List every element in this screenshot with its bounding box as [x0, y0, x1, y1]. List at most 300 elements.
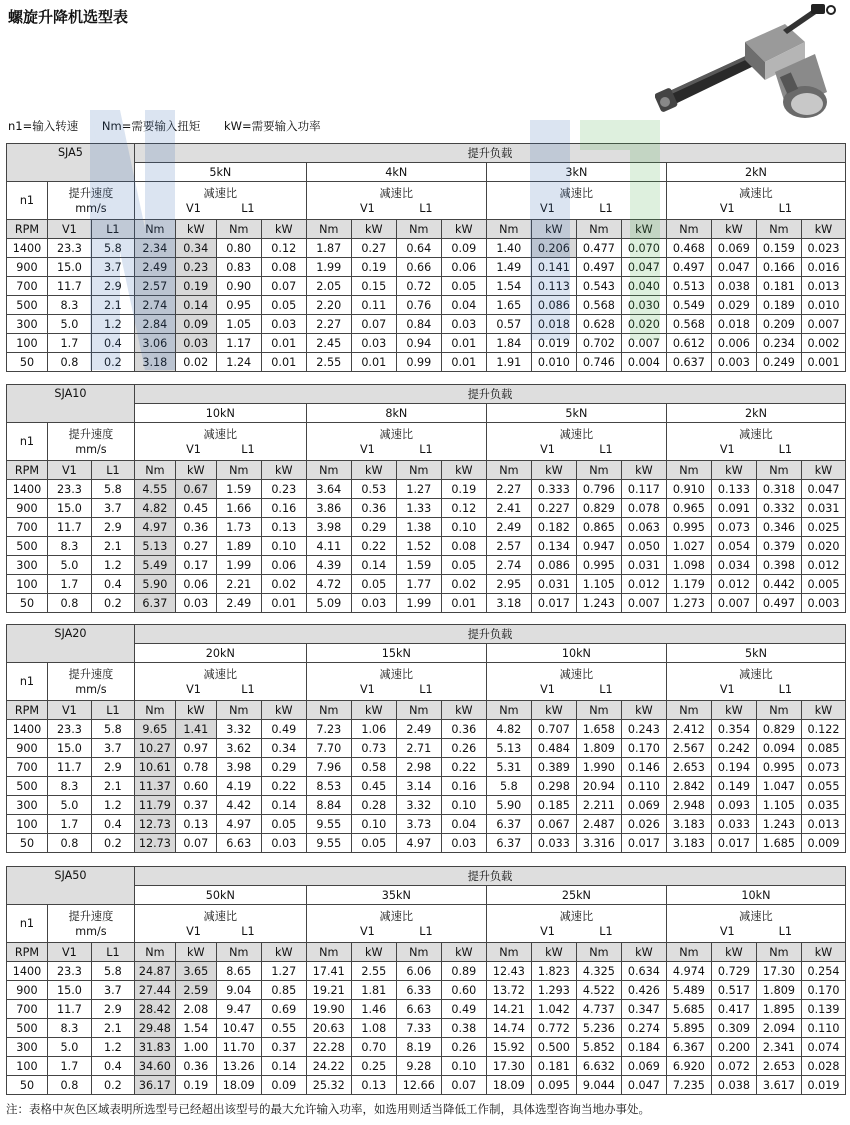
table-cell: 0.76: [396, 296, 441, 315]
n1-header: n1: [7, 423, 48, 461]
ratio-l1: L1: [599, 442, 613, 456]
ratio-header: [666, 905, 845, 943]
legend-n1: n1=输入转速: [8, 119, 79, 133]
model-label: SJA50: [7, 867, 135, 905]
table-cell: 2.57: [134, 277, 175, 296]
table-cell: 0.03: [175, 334, 216, 353]
table-cell: 8.53: [306, 777, 351, 796]
speed-header: [47, 423, 134, 461]
table-cell: 0.031: [621, 556, 666, 575]
table-cell: 0.007: [711, 594, 756, 613]
table-cell: 0.10: [351, 815, 396, 834]
table-cell: 300: [7, 556, 48, 575]
kw-header: kW: [621, 943, 666, 962]
ratio-label: 减速比: [559, 909, 594, 923]
table-cell: 0.4: [91, 1057, 134, 1076]
table-cell: 0.206: [531, 239, 576, 258]
ratio-header: [666, 423, 845, 461]
table-cell: 1.38: [396, 518, 441, 537]
table-cell: 0.159: [756, 239, 801, 258]
table-cell: 0.055: [801, 777, 845, 796]
table-cell: 0.84: [396, 315, 441, 334]
table-cell: 0.16: [261, 499, 306, 518]
load-value: 5kN: [134, 163, 306, 182]
table-cell: 0.58: [351, 758, 396, 777]
table-cell: 7.33: [396, 1019, 441, 1038]
table-cell: 2.1: [91, 296, 134, 315]
table-cell: 0.182: [531, 518, 576, 537]
table-cell: 6.33: [396, 981, 441, 1000]
table-cell: 2.49: [396, 720, 441, 739]
table-cell: 500: [7, 1019, 48, 1038]
table-cell: 0.15: [351, 277, 396, 296]
nm-header: Nm: [216, 943, 261, 962]
ratio-header: [666, 182, 845, 220]
table-cell: 0.170: [801, 981, 845, 1000]
table-cell: 4.97: [216, 815, 261, 834]
table-cell: 1.2: [91, 556, 134, 575]
table-cell: 0.23: [261, 480, 306, 499]
nm-header: Nm: [216, 220, 261, 239]
table-cell: 300: [7, 1038, 48, 1057]
table-cell: 0.017: [711, 834, 756, 853]
table-cell: 0.029: [711, 296, 756, 315]
table-cell: 0.181: [756, 277, 801, 296]
table-cell: 0.189: [756, 296, 801, 315]
table-cell: 0.095: [531, 1076, 576, 1095]
table-cell: 1.27: [261, 962, 306, 981]
table-cell: 0.36: [175, 1057, 216, 1076]
table-cell: 0.030: [621, 296, 666, 315]
table-cell: 1.2: [91, 1038, 134, 1057]
table-cell: 6.06: [396, 962, 441, 981]
table-cell: 1.66: [216, 499, 261, 518]
table-cell: 9.47: [216, 1000, 261, 1019]
ratio-label: 减速比: [739, 667, 773, 681]
table-cell: 1.52: [396, 537, 441, 556]
table-cell: 0.4: [91, 334, 134, 353]
ratio-l1: L1: [419, 682, 433, 696]
load-value: 35kN: [306, 886, 486, 905]
table-cell: 2.55: [351, 962, 396, 981]
ratio-header: [134, 663, 306, 701]
table-cell: 0.054: [711, 537, 756, 556]
table-cell: 0.637: [666, 353, 711, 372]
table-cell: 2.653: [666, 758, 711, 777]
screw-jack-illustration: [655, 2, 845, 130]
load-value: 2kN: [666, 404, 845, 423]
table-cell: 0.007: [801, 315, 845, 334]
table-row: [7, 1057, 846, 1076]
table-cell: 1.24: [216, 353, 261, 372]
table-cell: 0.25: [351, 1057, 396, 1076]
table-cell: 7.23: [306, 720, 351, 739]
table-cell: 0.025: [801, 518, 845, 537]
table-cell: 2.59: [175, 981, 216, 1000]
table-cell: 3.7: [91, 499, 134, 518]
table-cell: 2.95: [486, 575, 531, 594]
ratio-label: 减速比: [559, 427, 594, 441]
table-cell: 1.105: [576, 575, 621, 594]
table-cell: 3.617: [756, 1076, 801, 1095]
table-cell: 1.91: [486, 353, 531, 372]
table-cell: 0.091: [711, 499, 756, 518]
table-cell: 1.273: [666, 594, 711, 613]
table-cell: 0.354: [711, 720, 756, 739]
table-cell: 1.00: [175, 1038, 216, 1057]
table-cell: 300: [7, 315, 48, 334]
table-cell: 0.910: [666, 480, 711, 499]
table-cell: 14.21: [486, 1000, 531, 1019]
table-cell: 2.094: [756, 1019, 801, 1038]
table-cell: 0.36: [441, 720, 486, 739]
table-cell: 0.181: [531, 1057, 576, 1076]
table-row: [7, 739, 846, 758]
table-cell: 0.012: [801, 556, 845, 575]
table-cell: 0.234: [756, 334, 801, 353]
kw-header: kW: [801, 220, 845, 239]
model-table-sja50: [6, 866, 846, 1095]
table-row: [7, 1038, 846, 1057]
table-cell: 0.865: [576, 518, 621, 537]
table-cell: 1.81: [351, 981, 396, 1000]
ratio-l1: L1: [778, 924, 792, 938]
table-cell: 0.13: [351, 1076, 396, 1095]
table-cell: 2.1: [91, 537, 134, 556]
table-cell: 0.513: [666, 277, 711, 296]
table-cell: 1.27: [396, 480, 441, 499]
table-cell: 0.95: [216, 296, 261, 315]
table-cell: 0.49: [261, 720, 306, 739]
table-cell: 4.522: [576, 981, 621, 1000]
table-cell: 0.06: [175, 575, 216, 594]
table-cell: 7.70: [306, 739, 351, 758]
table-cell: 1.7: [47, 815, 91, 834]
table-cell: 3.32: [396, 796, 441, 815]
table-cell: 0.01: [441, 594, 486, 613]
model-table-sja10: [6, 384, 846, 613]
table-cell: 18.09: [216, 1076, 261, 1095]
table-cell: 1.87: [306, 239, 351, 258]
table-cell: 1.99: [216, 556, 261, 575]
v1-header: V1: [47, 461, 91, 480]
table-cell: 1.809: [756, 981, 801, 1000]
table-cell: 4.97: [396, 834, 441, 853]
table-cell: 0.02: [175, 353, 216, 372]
ratio-label: 减速比: [203, 667, 238, 681]
table-cell: 1.990: [576, 758, 621, 777]
table-cell: 2.9: [91, 758, 134, 777]
table-cell: 0.78: [175, 758, 216, 777]
table-cell: 6.920: [666, 1057, 711, 1076]
rpm-header: RPM: [7, 943, 48, 962]
ratio-subs: [488, 924, 665, 939]
table-cell: 0.829: [576, 499, 621, 518]
load-header: 提升负载: [134, 867, 845, 886]
table-cell: 0.05: [441, 277, 486, 296]
speed-label: 提升速度: [68, 186, 114, 200]
table-cell: 5.90: [134, 575, 175, 594]
table-cell: 22.28: [306, 1038, 351, 1057]
table-cell: 3.73: [396, 815, 441, 834]
table-cell: 27.44: [134, 981, 175, 1000]
table-cell: 1.2: [91, 796, 134, 815]
table-cell: 5.8: [486, 777, 531, 796]
ratio-v1: V1: [186, 442, 201, 456]
table-cell: 0.003: [711, 353, 756, 372]
table-cell: 0.332: [756, 499, 801, 518]
table-cell: 0.209: [756, 315, 801, 334]
table-cell: 11.70: [216, 1038, 261, 1057]
table-cell: 0.274: [621, 1019, 666, 1038]
table-cell: 0.19: [351, 258, 396, 277]
table-cell: 0.04: [441, 815, 486, 834]
table-cell: 500: [7, 777, 48, 796]
kw-header: kW: [801, 701, 845, 720]
table-cell: 0.12: [441, 499, 486, 518]
table-cell: 0.23: [175, 258, 216, 277]
table-cell: 2.211: [576, 796, 621, 815]
table-cell: 2.49: [486, 518, 531, 537]
table-cell: 0.004: [621, 353, 666, 372]
ratio-subs: [136, 682, 305, 697]
load-value: 3kN: [486, 163, 666, 182]
table-cell: 2.98: [396, 758, 441, 777]
table-cell: 0.67: [175, 480, 216, 499]
table-cell: 24.87: [134, 962, 175, 981]
table-cell: 2.34: [134, 239, 175, 258]
table-cell: 0.07: [175, 834, 216, 853]
table-cell: 0.702: [576, 334, 621, 353]
table-cell: 0.8: [47, 594, 91, 613]
table-cell: 0.60: [175, 777, 216, 796]
table-cell: 0.10: [441, 1057, 486, 1076]
table-cell: 50: [7, 594, 48, 613]
table-cell: 1.7: [47, 334, 91, 353]
table-row: [7, 594, 846, 613]
table-cell: 4.974: [666, 962, 711, 981]
table-cell: 1400: [7, 962, 48, 981]
load-value: 10kN: [486, 644, 666, 663]
table-cell: 0.09: [261, 1076, 306, 1095]
table-cell: 1.895: [756, 1000, 801, 1019]
table-cell: 0.995: [666, 518, 711, 537]
table-cell: 0.09: [175, 315, 216, 334]
table-cell: 0.14: [261, 796, 306, 815]
table-row: [7, 518, 846, 537]
nm-header: Nm: [486, 943, 531, 962]
table-cell: 0.829: [756, 720, 801, 739]
table-cell: 0.995: [756, 758, 801, 777]
table-cell: 0.243: [621, 720, 666, 739]
table-cell: 31.83: [134, 1038, 175, 1057]
table-cell: 0.10: [441, 796, 486, 815]
table-cell: 0.29: [351, 518, 396, 537]
table-cell: 0.417: [711, 1000, 756, 1019]
speed-label: 提升速度: [68, 427, 114, 441]
table-cell: 0.14: [351, 556, 396, 575]
table-cell: 23.3: [47, 962, 91, 981]
table-cell: 0.03: [261, 834, 306, 853]
table-cell: 0.03: [351, 594, 396, 613]
table-cell: 0.086: [531, 296, 576, 315]
table-cell: 0.023: [801, 239, 845, 258]
table-cell: 3.14: [396, 777, 441, 796]
table-cell: 0.01: [441, 353, 486, 372]
table-cell: 4.42: [216, 796, 261, 815]
table-row: [7, 258, 846, 277]
table-cell: 0.069: [621, 796, 666, 815]
table-cell: 700: [7, 277, 48, 296]
nm-header: Nm: [216, 701, 261, 720]
kw-header: kW: [261, 701, 306, 720]
table-cell: 0.22: [351, 537, 396, 556]
ratio-subs: [668, 442, 844, 457]
table-cell: 0.050: [621, 537, 666, 556]
table-cell: 0.89: [441, 962, 486, 981]
load-value: 10kN: [134, 404, 306, 423]
table-cell: 0.73: [351, 739, 396, 758]
nm-header: Nm: [756, 220, 801, 239]
kw-header: kW: [531, 943, 576, 962]
table-cell: 0.026: [621, 815, 666, 834]
table-cell: 0.94: [396, 334, 441, 353]
ratio-label: 减速比: [379, 427, 414, 441]
table-cell: 2.27: [306, 315, 351, 334]
table-cell: 0.013: [801, 277, 845, 296]
table-row: [7, 575, 846, 594]
table-cell: 6.63: [396, 1000, 441, 1019]
table-cell: 0.003: [801, 594, 845, 613]
table-cell: 7.96: [306, 758, 351, 777]
table-row: [7, 537, 846, 556]
table-cell: 6.37: [486, 815, 531, 834]
table-cell: 0.139: [801, 1000, 845, 1019]
table-cell: 0.01: [261, 353, 306, 372]
ratio-label: 减速比: [559, 667, 594, 681]
kw-header: kW: [441, 461, 486, 480]
table-cell: 18.09: [486, 1076, 531, 1095]
table-cell: 0.012: [711, 575, 756, 594]
table-cell: 4.11: [306, 537, 351, 556]
ratio-header: [306, 663, 486, 701]
table-row: [7, 720, 846, 739]
table-cell: 0.298: [531, 777, 576, 796]
table-cell: 100: [7, 1057, 48, 1076]
table-cell: 0.249: [756, 353, 801, 372]
table-cell: 24.22: [306, 1057, 351, 1076]
table-cell: 0.08: [441, 537, 486, 556]
table-cell: 3.18: [134, 353, 175, 372]
table-cell: 8.3: [47, 1019, 91, 1038]
table-cell: 0.170: [621, 739, 666, 758]
table-cell: 9.28: [396, 1057, 441, 1076]
table-cell: 0.22: [441, 758, 486, 777]
table-cell: 0.347: [621, 1000, 666, 1019]
table-cell: 15.0: [47, 739, 91, 758]
table-cell: 9.65: [134, 720, 175, 739]
table-cell: 0.772: [531, 1019, 576, 1038]
table-row: [7, 296, 846, 315]
nm-header: Nm: [576, 943, 621, 962]
table-cell: 0.38: [441, 1019, 486, 1038]
ratio-l1: L1: [241, 442, 255, 456]
table-cell: 4.737: [576, 1000, 621, 1019]
table-cell: 0.067: [531, 815, 576, 834]
table-cell: 0.047: [621, 1076, 666, 1095]
ratio-label: 减速比: [739, 909, 773, 923]
ratio-v1: V1: [540, 442, 555, 456]
table-cell: 2.55: [306, 353, 351, 372]
table-cell: 1.042: [531, 1000, 576, 1019]
table-cell: 2.567: [666, 739, 711, 758]
nm-header: Nm: [216, 461, 261, 480]
ratio-label: 减速比: [739, 186, 773, 200]
table-cell: 0.4: [91, 815, 134, 834]
table-cell: 2.20: [306, 296, 351, 315]
ratio-v1: V1: [719, 924, 735, 938]
table-cell: 0.80: [216, 239, 261, 258]
table-cell: 2.05: [306, 277, 351, 296]
table-cell: 3.86: [306, 499, 351, 518]
table-cell: 5.8: [91, 962, 134, 981]
table-cell: 15.0: [47, 258, 91, 277]
table-cell: 12.73: [134, 834, 175, 853]
table-cell: 1.7: [47, 1057, 91, 1076]
table-cell: 2.9: [91, 518, 134, 537]
kw-header: kW: [261, 943, 306, 962]
table-cell: 10.27: [134, 739, 175, 758]
table-cell: 0.90: [216, 277, 261, 296]
table-cell: 0.796: [576, 480, 621, 499]
table-cell: 0.047: [711, 258, 756, 277]
table-cell: 0.040: [621, 277, 666, 296]
n1-header: n1: [7, 182, 48, 220]
table-cell: 0.074: [801, 1038, 845, 1057]
table-cell: 0.549: [666, 296, 711, 315]
ratio-subs: [308, 442, 485, 457]
table-cell: 0.53: [351, 480, 396, 499]
table-cell: 0.04: [441, 296, 486, 315]
ratio-l1: L1: [778, 201, 792, 215]
table-cell: 0.194: [711, 758, 756, 777]
table-cell: 0.086: [531, 556, 576, 575]
ratio-header: [134, 905, 306, 943]
table-cell: 2.41: [486, 499, 531, 518]
selection-table: [6, 384, 846, 613]
nm-header: Nm: [396, 701, 441, 720]
table-cell: 2.71: [396, 739, 441, 758]
table-cell: 0.01: [441, 334, 486, 353]
table-cell: 4.325: [576, 962, 621, 981]
ratio-header: [306, 905, 486, 943]
table-cell: 0.500: [531, 1038, 576, 1057]
table-cell: 11.7: [47, 277, 91, 296]
ratio-l1: L1: [241, 201, 255, 215]
table-cell: 0.010: [531, 353, 576, 372]
ratio-subs: [308, 682, 485, 697]
table-cell: 50: [7, 834, 48, 853]
table-cell: 0.017: [531, 594, 576, 613]
table-row: [7, 353, 846, 372]
table-cell: 0.333: [531, 480, 576, 499]
legend-line: [8, 118, 341, 134]
table-cell: 2.9: [91, 277, 134, 296]
table-cell: 2.21: [216, 575, 261, 594]
table-cell: 0.141: [531, 258, 576, 277]
table-cell: 0.8: [47, 1076, 91, 1095]
table-cell: 25.32: [306, 1076, 351, 1095]
